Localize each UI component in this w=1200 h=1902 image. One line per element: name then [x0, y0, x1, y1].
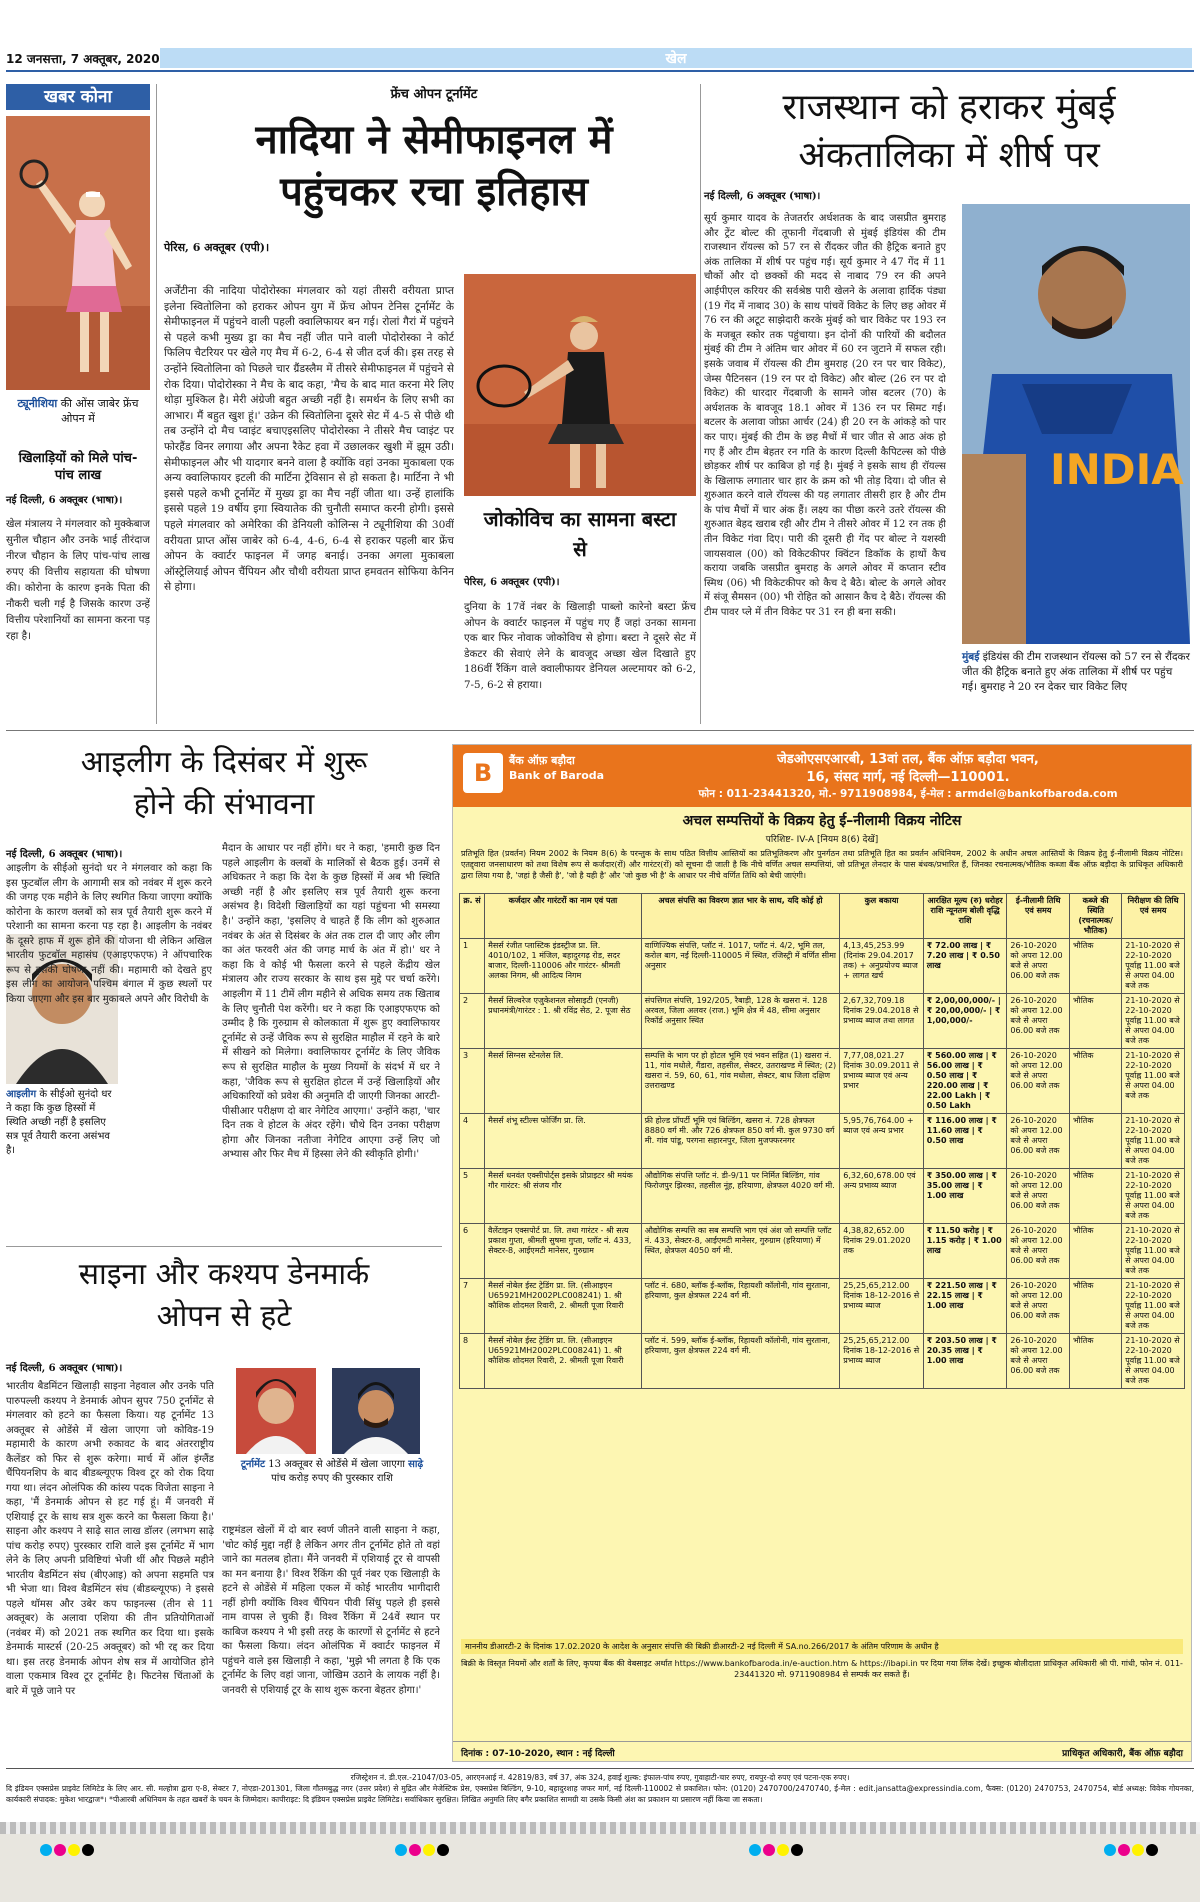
auction-cell-dues: 4,13,45,253.99 (दिनांक 29.04.2017 तक) + अनुप्रयोज्य ब्याज + लागत खर्च: [840, 939, 924, 994]
auction-cell-sn: 6: [460, 1224, 485, 1279]
auction-table-row: [460, 1114, 1185, 1169]
auction-cell-borrower: मैसर्स धनवंत एक्सीपोर्ट्स इसके प्रोप्राइटर श्री मयंक गौर गारंटर: श्री संजय गौर: [485, 1169, 642, 1224]
auction-cell-dues: 25,25,65,212.00 दिनांक 18-12-2016 से प्रभाव्य ब्याज: [840, 1279, 924, 1334]
saina-headline-line1: साइना और कश्यप डेनमार्क: [78, 1257, 370, 1292]
kashyap-photo: [332, 1368, 420, 1454]
auction-cell-price: ₹ 2,00,00,000/- | ₹ 20,00,000/- | ₹ 1,00,000/-: [923, 994, 1007, 1049]
ileague-dateline: नई दिल्ली, 6 अक्तूबर (भाषा)।: [6, 849, 123, 860]
auction-cell-inspection: 21-10-2020 से 22-10-2020 पूर्वाह्न 11.00 बजे से अपरा 04.00 बजे तक: [1122, 1169, 1185, 1224]
bumrah-photo: [962, 204, 1190, 644]
header-dues: कुल बकाया: [840, 894, 924, 939]
auction-cell-sn: 8: [460, 1334, 485, 1389]
header-auction-date: ई-नीलामी तिथि एवं समय: [1007, 894, 1070, 939]
auction-cell-auction: 26-10-2020 को अपरा 12.00 बजे से अपरा 06.00 बजे तक: [1007, 939, 1070, 994]
saina-body-left: भारतीय बैडमिंटन खिलाड़ी साइना नेहवाल और उनके पति पारुपल्ली कश्यप ने डेनमार्क ओपन सुपर 750 टूर्नामेंट से मंगलवार को हटने का फैसला किया। यह टूर्नामेंट 13 अक्तूबर से ओडेंसे में खेला जाएगा जो कोविड-19 महामारी के कारण अभी रुकावट के बाद अंतरराष्ट्रीय कैलेंडर को फिर से शुरू करेगा। मार्च में ऑल इंग्लैंड चैंपियनशिप के बाद बीडब्ल्यूएफ विश्व टूर को रोक दिया गया था। लंदन ओलंपिक की कांस्य पदक विजेता साइना ने कहा, 'मैं डेनमार्क ओपन से हट गई हूं। मैं जनवरी में एशियाई टूर के साथ सत्र शुरू करने का फैसला किया है।' साइना और कश्यप ने साढ़े सात लाख डॉलर (लगभग साढ़े पांच करोड़ रुपए) पुरस्कार राशि वाले इस टूर्नामेंट में भाग लेने के लिए अपनी प्रविष्टियां भेजी थीं और पिछले महीने भारतीय बैडमिंटन संघ (बीएआइ) को अपना सहमति पत्र भी भेजा था। विश्व बैडमिंटन संघ (बीडब्ल्यूएफ) ने इससे पहले थॉमस और उबेर कप फाइनल्स (तीन से 11 अक्तूबर) के अलावा एशिया की तीन प्रतियोगिताओं (नवंबर में) को 2021 तक स्थगित कर दिया था। इसके डेनमार्क मास्टर्स (20-25 अक्तूबर) को भी रद्द कर दिया था। इस तरह डेनमार्क ओपन शेष सत्र में आयोजित होने वाला एकमात्र विश्व टूर टूर्नामेंट है। फिटनेस चिंताओं के बारे में पूछे जाने पर: [6, 1381, 214, 1697]
auction-cell-sn: 4: [460, 1114, 485, 1169]
auction-cell-property: प्लॉट नं. 599, ब्लॉक ई-ब्लॉक, रिहायशी कॉलोनी, गांव सुरताना, हरियाणा, कुल क्षेत्रफल 224 वर्ग मी.: [641, 1334, 839, 1389]
auction-cell-sn: 7: [460, 1279, 485, 1334]
registration-stripe: [0, 1822, 1200, 1834]
auction-cell-price: ₹ 116.00 लाख | ₹ 11.60 लाख | ₹ 0.50 लाख: [923, 1114, 1007, 1169]
podoroska-photo: [464, 274, 696, 496]
auction-cell-inspection: 21-10-2020 से 22-10-2020 पूर्वाह्न 11.00 बजे से अपरा 04.00 बजे तक: [1122, 994, 1185, 1049]
auction-cell-property: औद्योगिक संपत्ति प्लॉट नं. डी-9/11 पर निर्मित बिल्डिंग, गांव फिरोजपुर झिरका, तहसील नूंह, हरियाणा, क्षेत्रफल 4020 वर्ग मी.: [641, 1169, 839, 1224]
auction-cell-auction: 26-10-2020 को अपरा 12.00 बजे से अपरा 06.00 बजे तक: [1007, 1049, 1070, 1114]
auction-cell-possession: भौतिक: [1070, 1279, 1122, 1334]
bumrah-caption: [962, 650, 1190, 695]
imprint-rule: [6, 1768, 1194, 1769]
auction-cell-possession: भौतिक: [1070, 1224, 1122, 1279]
auction-cell-dues: 7,77,08,021.27 दिनांक 30.09.2011 से प्रभाव्य ब्याज एवं अन्य प्रभार: [840, 1049, 924, 1114]
auction-table-body: [460, 939, 1185, 1389]
nadia-body-text: अर्जेंटीना की नादिया पोदोरोस्का मंगलवार को यहां तीसरी वरीयता प्राप्त इलेना स्वितोलिना को हराकर ओपन युग में फ्रेंच ओपन टेनिस टूर्नामेंट के सेमीफाइनल में पहुंचने वाली पहली क्वालिफायर बन गई। रोलां गैरां में पहुंचने से पहले कभी मुख्य ड्रा का मैच नहीं जीत पाने वाली पोदोरोस्का ने कोर्ट फिलिप चैटरियर पर खेले गए मैच में 6-2, 6-4 से जीत दर्ज की। इस तरह से उन्होंने स्वितोलिना को पिछले चार ग्रैंडस्लैम में तीसरे सेमीफाइनल में पहुंचने से रोक दिया। पोदोरोस्का ने मैच के बाद कहा, 'मैच के बाद मात करना मेरे लिए थोड़ा मुश्किल है। मेरी अंग्रेजी बहुत अच्छी नहीं है। समर्थन के लिए सभी का आभार। मैं बहुत खुश हूं।' उक्रेन की स्वितोलिना दूसरे सेट में 4-5 से पीछे थी तब उन्होंने दो मैच प्वाइंट बचाएइसलिए पोदोरोस्का ने तीसरे मैच प्वाइंट पर फोरहैंड विनर लगाया और अपना रैकेट हवा में उछालकर खुशी में झूम उठी। सेमीफाइनल और भी यादगार बनने वाला है क्योंकि वहां उनका मुकाबला एक अन्य क्वालिफायर इटली की मार्टिना ट्रेविसान से हो सकता है। मार्टिना ने भी इससे पहले कभी टूर्नामेंट में मुख्य ड्रा का मैच नहीं जीता था। उन्हें हालांकि इससे पहले 19 वर्षीय इगा स्वियातेक की चुनौती समाप्त करनी होगी। इससे पहले मंगलवार को अमेरिका की डेनियली कोलिन्स ने ट्यूनीशिया की 30वीं वरीयता प्राप्त ओंस जाबेर को 6-4, 4-6, 6-4 से हराकर पहली बार फ्रेंच ओपन के क्वार्टर फाइनल में जगह बनाई। उनका अगला मुकाबला ऑस्ट्रेलियाई ओपन चैंपियन और चौथी वरीयता प्राप्त हमवतन सोफिया केनिन से होगा।: [164, 285, 454, 594]
print-registration-strip: [0, 1822, 1200, 1902]
rajasthan-body: सूर्य कुमार यादव के तेजतर्रार अर्धशतक के बाद जसप्रीत बुमराह और ट्रेंट बोल्ट की तूफानी गेंदबाजी से मुंबई इंडियंस की टीम राजस्थान रॉयल्स को 57 रन से रौंदकर जीत की हैट्रिक बनाते हुए अंक तालिका में शीर्ष पर पहुंच गई। सूर्य कुमार ने 47 गेंद में 11 चौकों और दो छक्कों की मदद से नाबाद 79 रन की अपने आईपीएल करियर की सर्वश्रेष्ठ पारी खेलने के अलावा हार्दिक पंड्या (19 गेंद में नाबाद 30) के साथ पांचवें विकेट के लिए छह ओवर में 76 रन की अटूट साझेदारी करके मुंबई को चार विकेट पर 193 रन के मजबूत स्कोर तक पहुंचाया। इन दोनों की पारियों की बदौलत मुंबई की टीम ने अंतिम चार ओवर में 60 रन जुटाने में सफल रही। इसके जवाब में रॉयल्स की टीम बुमराह (20 रन पर चार विकेट), जेम्स पैटिनसन (19 रन पर दो विकेट) और बोल्ट (26 रन पर दो विकेट) की धारदार गेंदबाजी के सामने जोस बटलर (70) के अर्धशतक के बावजूद 18.1 ओवर में 136 रन पर सिमट गई। बटलर के अलावा जोफ्रा आर्चर (24) ही 20 रन के आंकड़े को पार कर पाए। मुंबई की टीम के छह मैचों में चार जीत से आठ अंक हो गए हैं और टीम बेहतर रन गति के कारण दिल्ली कैपिटल्स को पीछे छोड़कर शीर्ष पर काबिज हो गई है। मुंबई ने इसके साथ ही रॉयल्स के खिलाफ लगातार चार हार के क्रम को भी तोड़ दिया। दो जीत से शुरुआत करने वाले रॉयल्स की यह लगातार तीसरी हार है और टीम के पांच मैचों में चार अंक हैं। लक्ष्य का पीछा करने उतरे रॉयल्स की शुरुआत बेहद खराब रही और टीम ने तीसरे ओवर में 12 रन तक ही तीन विकेट गंवा दिए। पारी की दूसरी ही गेंद पर बोल्ट ने यशस्वी जायसवाल (00) को विकेटकीपर क्विंटन डिकॉक के हाथों कैच कराया जबकि जसप्रीत बुमराह के अगले ओवर में कप्तान स्टीव स्मिथ (06) भी विकेटकीपर को कैच दे बैठे। बोल्ट के अगले ओवर में संजू सैमसन (00) भी रोहित को आसान कैच दे बैठे। रॉयल्स की टीम पावर प्ले में तीन विकेट पर 31 रन ही बना सकी।: [704, 213, 946, 619]
tennis-player-illustration: [6, 116, 150, 390]
auction-table-row: [460, 1224, 1185, 1279]
khabar-kona-title: खबर कोना: [6, 84, 150, 110]
registration-marks: [0, 1837, 1200, 1864]
auction-footer-terms: बिक्री के विस्तृत नियमों और शर्तों के लिए, कृपया बैंक की वेबसाइट अर्थात https://www.bankofbaroda.in/e-auction.htm & https://ibapi.in पर दिया गया लिंक देखें। इच्छुक बोलीदाता प्राधिकृत अधिकारी श्री पी. गांधी, फोन नं. 011-23441320 मो. 9711908984 से सम्पर्क कर सकते हैं।: [461, 1659, 1183, 1679]
nadia-rajasthan-divider: [700, 84, 701, 724]
auction-cell-sn: 1: [460, 939, 485, 994]
khabar-kona: [6, 84, 150, 704]
khabar-divider: [156, 84, 157, 724]
ileague-headline-line1: आइलीग के दिसंबर में शुरू: [80, 745, 368, 780]
auction-cell-borrower: मैसर्स नोबेल ईस्ट ट्रेडिंग प्रा. लि. (सीआइएन U65921MH2002PLC008241) 1. श्री कौशिक शोदमल रिवारी, 2. श्रीमती पूजा रिवारी: [485, 1279, 642, 1334]
auction-cell-price: ₹ 350.00 लाख | ₹ 35.00 लाख | ₹ 1.00 लाख: [923, 1169, 1007, 1224]
bank-english-name: Bank of Baroda: [509, 769, 605, 782]
prize-body: खेल मंत्रालय ने मंगलवार को मुक्केबाज सुनील चौहान और उनके भाई तीरंदाज नीरज चौहान के लिए पांच-पांच लाख रुपए की वित्तीय सहायता की घोषणा की। कोरोना के कारण इनके पिता की नौकरी चली गई है जिसके कारण उन्हें वित्तीय परेशानियों का सामना करना पड़ रहा है।: [6, 518, 150, 642]
bank-logo-icon: B: [473, 759, 493, 787]
auction-cell-inspection: 21-10-2020 से 22-10-2020 पूर्वाह्न 11.00 बजे से अपरा 04.00 बजे तक: [1122, 1049, 1185, 1114]
nadia-headline-line1: नादिया ने सेमीफाइनल में: [255, 117, 613, 163]
auction-cell-borrower: मैसर्स सिल्वरेज एजुकेशनल सोसाइटी (एनजी) प्रधानमंत्री/गारंटर : 1. श्री रविंद्र सेठ, 2. पूजा सेठ: [485, 994, 642, 1049]
rajasthan-dateline: नई दिल्ली, 6 अक्तूबर (भाषा)।: [704, 191, 821, 202]
auction-cell-dues: 25,25,65,212.00 दिनांक 18-12-2016 से प्रभाव्य ब्याज: [840, 1334, 924, 1389]
auction-cell-possession: भौतिक: [1070, 1114, 1122, 1169]
cmyk-mark-4: [1104, 1841, 1160, 1860]
auction-table-row: [460, 1334, 1185, 1389]
nadia-kicker: फ्रेंच ओपन टूर्नामेंट: [390, 87, 478, 102]
auction-cell-inspection: 21-10-2020 से 22-10-2020 पूर्वाह्न 11.00 बजे से अपरा 04.00 बजे तक: [1122, 939, 1185, 994]
auction-table: [459, 893, 1185, 1389]
nadia-headline-line2: पहुंचकर रचा इतिहास: [280, 169, 588, 215]
page-header: [0, 46, 1200, 72]
prize-dateline: नई दिल्ली, 6 अक्तूबर (भाषा)।: [6, 495, 123, 506]
saina-body-right: राष्ट्रमंडल खेलों में दो बार स्वर्ण जीतने वाली साइना ने कहा, 'चोट कोई मुद्दा नहीं है लेकिन अगर तीन टूर्नामेंट होते तो वहां जाने का मतलब होता। मैंने जनवरी में एशियाई टूर से वापसी का मन बनाया है।' विश्व रैंकिंग की पूर्व नंबर एक खिलाड़ी के हटने से ओडेंसे में महिला एकल में कोई भारतीय भागीदारी नहीं होगी क्योंकि विश्व चैंपियन पीवी सिंधु पहले ही इससे नाम वापस ले चुकी हैं। विश्व रैंकिंग में 24वें स्थान पर काबिज कश्यप ने भी इसी तरह के कारणों से टूर्नामेंट से हटने का फैसला किया। लंदन ओलंपिक में क्वार्टर फाइनल में पहुंचने वाले इस खिलाड़ी ने कहा, 'मुझे भी लगता है कि एक टूर्नामेंट के लिए वहां जाना, जोखिम उठाने के लायक नहीं है। जनवरी से एशियाई टूर के साथ शुरू करना बेहतर होगा।': [222, 1525, 440, 1696]
podoroska-illustration: [464, 274, 696, 496]
auction-cell-borrower: मैसर्स शंभू स्टील्स फोर्जिंग प्रा. लि.: [485, 1114, 642, 1169]
auction-cell-property: संपत्तिगत संपत्ति, 192/205, रैबाड़ी, 128 के खसरा नं. 128 अरवल, जिला अलवर (राज.) भूमि क्षेत्र में 48, सीमा अनुसार रिकॉर्ड अनुसार स्थित: [641, 994, 839, 1049]
auction-cell-property: प्लॉट नं. 680, ब्लॉक ई-ब्लॉक, रिहायशी कॉलोनी, गांव सुरताना, हरियाणा, कुल क्षेत्रफल 224 वर्ग मी.: [641, 1279, 839, 1334]
auction-table-row: [460, 1279, 1185, 1334]
saina-caption-mid: 13 अक्तूबर से ओडेंसे में खेला जाएगा: [268, 1459, 405, 1470]
bank-logo: [463, 753, 503, 793]
auction-signature: प्राधिकृत अधिकारी, बैंक ऑफ़ बड़ौदा: [1062, 1749, 1183, 1759]
auction-cell-price: ₹ 203.50 लाख | ₹ 20.35 लाख | ₹ 1.00 लाख: [923, 1334, 1007, 1389]
auction-cell-price: ₹ 560.00 लाख | ₹ 56.00 लाख | ₹ 0.50 लाख | ₹ 220.00 लाख | ₹ 22.00 Lakh | ₹ 0.50 Lakh: [923, 1049, 1007, 1114]
auction-cell-price: ₹ 11.50 करोड़ | ₹ 1.15 करोड़ | ₹ 1.00 लाख: [923, 1224, 1007, 1279]
djokovic-article: [464, 504, 696, 718]
saina-headline-line2: ओपन से हटे: [156, 1299, 292, 1334]
header-possession: कब्जे की स्थिति (रचनात्मक/भौतिक): [1070, 894, 1122, 939]
auction-notice-title: अचल सम्पत्तियों के विक्रय हेतु ई–नीलामी विक्रय नोटिस: [682, 813, 962, 829]
jersey-text: INDIA: [1050, 445, 1184, 494]
header-property: अचल संपत्ति का विवरण ज्ञात भार के साथ, यदि कोई हो: [641, 894, 839, 939]
auction-cell-inspection: 21-10-2020 से 22-10-2020 पूर्वाह्न 11.00 बजे से अपरा 04.00 बजे तक: [1122, 1224, 1185, 1279]
jabeur-caption: [6, 396, 150, 426]
mid-horizontal-rule: [6, 730, 1194, 731]
bank-contact-line: फोन : 011-23441320, मो.- 9711908984, ई-मेल : armdel@bankofbaroda.com: [698, 788, 1118, 800]
auction-cell-dues: 4,38,82,652.00 दिनांक 29.01.2020 तक: [840, 1224, 924, 1279]
auction-cell-dues: 5,95,76,764.00 + ब्याज एवं अन्य प्रभार: [840, 1114, 924, 1169]
auction-cell-inspection: 21-10-2020 से 22-10-2020 पूर्वाह्न 11.00 बजे से अपरा 04.00 बजे तक: [1122, 1334, 1185, 1389]
auction-cell-price: ₹ 221.50 लाख | ₹ 22.15 लाख | ₹ 1.00 लाख: [923, 1279, 1007, 1334]
jabeur-photo: [6, 116, 150, 390]
auction-cell-borrower: मैसर्स रंजीत प्लास्टिक इंडस्ट्रीज प्रा. लि. 4010/102, 1 मंजिल, बहादुरगढ़ रोड, सदर बाजार, दिल्ली-110006 और गारंटर- श्रीमती अलका निगम, श्री आदित्य निगम: [485, 939, 642, 994]
auction-cell-price: ₹ 72.00 लाख | ₹ 7.20 लाख | ₹ 0.50 लाख: [923, 939, 1007, 994]
auction-cell-auction: 26-10-2020 को अपरा 12.00 बजे से अपरा 06.00 बजे तक: [1007, 1169, 1070, 1224]
header-sn: क्र. सं: [460, 894, 485, 939]
header-borrower: कर्जदार और गारंटरों का नाम एवं पता: [485, 894, 642, 939]
auction-cell-possession: भौतिक: [1070, 939, 1122, 994]
auction-notice-subtitle: परिशिष्ट- IV-A [नियम 8(6) देखें]: [765, 835, 879, 845]
saina-dateline: नई दिल्ली, 6 अक्तूबर (भाषा)।: [6, 1363, 123, 1374]
ileague-headline-line2: होने की संभावना: [133, 787, 315, 822]
ileague-body-right: मैदान के आधार पर नहीं होंगे। धर ने कहा, 'हमारी कुछ दिन पहले आइलीग के क्लबों के मालिकों से बैठक हुई। उनमें से अधिकतर ने कहा कि देश के कुछ हिस्सों में अब भी स्थिति अच्छी नहीं है और इसलिए सत्र पूर्व तैयारी शुरू करना असंभव है। विदेशी खिलाड़ियों का यहां पहुंचना भी समस्या है।' उन्होंने कहा, 'इसलिए वे चाहते हैं कि लीग को शुरुआत नवंबर के अंत से दिसंबर के अंत तक टाल दी जाए और लीग का अंत फरवरी अंत की जगह मार्च के अंत में हो।' धर ने कहा कि वे कोई भी फैसला करने से पहले केंद्रीय खेल मंत्रालय और राज्य सरकार के साथ इस मुद्दे पर चर्चा करेंगे। आइलीग में 11 टीमें लीग महीने से अधिक समय तक खिताब के लिए चुनौती पेश करेंगी। धर ने कहा कि एआइएफएफ को उम्मीद है कि गुरुग्राम से कोलकाता में शुरू हुए क्वालिफायर टूर्नामेंट से उन्हें जैविक रूप से सुरक्षित माहौल में रहने के बारे में सीखने को मिलेगा। क्वालिफायर टूर्नामेंट के लिए जैविक रूप से सुरक्षित माहौल के मुख्य नियमों के संदर्भ में धर ने कहा, 'जैविक रूप से सुरक्षित होटल में उन्हें खिलाड़ियों और अधिकारियों को प्रवेश की अनुमति दी जाएगी जिनका आरटी-पीसीआर परीक्षण दो बार नेगेटिव आएगा।' उन्होंने कहा, 'चार दिन तक वे होटल के अंदर रहेंगे। चौथे दिन उनका परीक्षण होगा और जिनका नतीजा नेगेटिव आएगा उन्हें लिए जो अभ्यास और फिर मैच में हिस्सा लेने की स्वीकृति होगी।': [222, 843, 440, 1161]
sunando-caption-lead: आइलीग: [6, 1089, 37, 1100]
djokovic-headline: जोकोविच का सामना बस्टा से: [483, 507, 677, 561]
auction-cell-borrower: मैसर्स नोबेल ईस्ट ट्रेडिंग प्रा. लि. (सीआइएन U65921MH2002PLC008241) 1. श्री कौशिक शोदमल रिवारी, 2. श्रीमती पूजा रिवारी: [485, 1334, 642, 1389]
auction-table-header: [460, 894, 1185, 939]
saina-photo: [236, 1368, 316, 1454]
bumrah-illustration: [962, 204, 1190, 644]
auction-cell-auction: 26-10-2020 को अपरा 12.00 बजे से अपरा 06.00 बजे तक: [1007, 1224, 1070, 1279]
bank-auction-ad: [452, 744, 1192, 1762]
auction-cell-sn: 5: [460, 1169, 485, 1224]
header-price: आरक्षित मूल्य (रु) धरोहर राशि न्यूनतम बोली वृद्धि राशि: [923, 894, 1007, 939]
auction-cell-possession: भौतिक: [1070, 1049, 1122, 1114]
auction-cell-borrower: वैलेंटाइन एक्सपोर्ट प्रा. लि. तथा गारंटर - श्री सत्य प्रकाश गुप्ता, श्रीमती सुषमा गुप्ता, प्लॉट नं. 433, सेक्टर-8, आईएमटी मानेसर, गुरुग्राम: [485, 1224, 642, 1279]
bank-hindi-name: बैंक ऑफ़ बड़ौदा: [509, 754, 575, 767]
auction-cell-possession: भौतिक: [1070, 994, 1122, 1049]
saina-caption-lead: टूर्नामेंट: [240, 1459, 266, 1470]
rajasthan-headline-line1: राजस्थान को हराकर मुंबई: [782, 87, 1116, 128]
auction-cell-sn: 2: [460, 994, 485, 1049]
auction-table-row: [460, 994, 1185, 1049]
section-band: [160, 48, 1192, 68]
cmyk-mark-1: [40, 1841, 96, 1860]
imprint: [6, 1772, 1194, 1805]
bumrah-caption-text: इंडियंस की टीम राजस्थान रॉयल्स को 57 रन से रौंदकर जीत की हैट्रिक बनाते हुए अंक तालिका में शीर्ष पर पहुंच गई। बुमराह ने 20 रन देकर चार विकेट लिए: [962, 651, 1190, 693]
auction-cell-auction: 26-10-2020 को अपरा 12.00 बजे से अपरा 06.00 बजे तक: [1007, 994, 1070, 1049]
bank-address-line2: 16, संसद मार्ग, नई दिल्ली—110001.: [806, 770, 1010, 785]
auction-footer: [453, 1741, 1191, 1761]
auction-cell-inspection: 21-10-2020 से 22-10-2020 पूर्वाह्न 11.00 बजे से अपरा 04.00 बजे तक: [1122, 1279, 1185, 1334]
auction-notice-intro: प्रतिभूति हित (प्रवर्तन) नियम 2002 के नियम 8(6) के परन्तुक के साथ पठित वित्तीय आस्तियों का प्रतिभूतिकरण और पुनर्गठन तथा प्रतिभूति हित का प्रवर्तन अधिनियम, 2002 के अधीन अचल आस्तियों के विक्रय हेतु ई-नीलामी विक्रय नोटिस। एतद्द्वारा जनसाधारण को तथा विशेष रूप से कर्जदार(रों) और गारंटर(रों) को सूचना दी जाती है कि नीचे वर्णित अचल सम्पत्तियां, जो प्रतिभूत लेनदार के पास बंधक/प्रभारित हैं, जिनका रचनात्मक/भौतिक कब्जा बैंक ऑफ़ बड़ौदा के प्राधिकृत अधिकारी द्वारा लिया गया है, 'जहां है जैसी है', 'जो है यही है' और 'जो कुछ भी है' के आधार पर नीचे वर्णित तिथि को बेची जाएंगी।: [461, 849, 1183, 880]
sunando-caption-text: के सीईओ सुनंदो धर ने कहा कि कुछ हिस्सों में स्थिति अच्छी नहीं है इसलिए सत्र पूर्व तैयारी करना असंभव है।: [6, 1089, 112, 1156]
auction-table-wrap: [453, 893, 1191, 1635]
auction-cell-property: औद्योगिक सम्पत्ति का सब सम्पत्ति भाग एवं अंश जो सम्पत्ति प्लॉट नं. 433, सेक्टर-8, आईएमटी मानेसर, गुरुग्राम (हरियाणा) में स्थित, क्षेत्रफल 4050 वर्ग मी.: [641, 1224, 839, 1279]
auction-cell-possession: भौतिक: [1070, 1169, 1122, 1224]
cmyk-mark-3: [749, 1841, 805, 1860]
auction-court-note: माननीय डीआरटी-2 के दिनांक 17.02.2020 के आदेश के अनुसार संपत्ति की बिक्री डीआरटी-2 नई दिल्ली में SA.no.266/2017 के अंतिम परिणाम के अधीन है: [461, 1639, 1183, 1654]
auction-cell-property: सम्पत्ति के भाग पर हो होटल भूमि एवं भवन सहित (1) खसरा नं. 11, गांव मधोले, गैंडारा, तहसील, सेक्टर, उतराखण्ड में स्थित; (2) खसरा नं. 59, 60, 61, गांव मधोला, सेक्टर, बाध जिला दक्षिण उत्तराखण्ड: [641, 1049, 839, 1114]
auction-cell-auction: 26-10-2020 को अपरा 12.00 बजे से अपरा 06.00 बजे तक: [1007, 1279, 1070, 1334]
bumrah-caption-lead: मुंबई: [962, 651, 980, 663]
imprint-line1: रजिस्ट्रेशन नं. डी.एल.-21047/03-05, आरएनआई नं. 42819/83, वर्ष 37, अंक 324, हवाई शुल्क: इंफाल-पांच रुपए, गुवाहाटी-चार रुपए, रायपुर-दो रुपए एवं पटना-एक रुपए।: [350, 1773, 850, 1782]
rajasthan-headline-line2: अंकतालिका में शीर्ष पर: [798, 135, 1100, 176]
section-title: खेल: [665, 51, 687, 67]
auction-cell-sn: 3: [460, 1049, 485, 1114]
bank-address-line1: जेडओएसएआरबी, 13वां तल, बैंक ऑफ़ बड़ौदा भवन,: [777, 752, 1039, 767]
auction-cell-property: फ्री होल्ड प्रॉपर्टी भूमि एवं बिल्डिंग, खसरा नं. 728 क्षेत्रफल 8880 वर्ग मी. और 726 क्षेत्रफल 850 वर्ग मी. कुल 9730 वर्ग मी. गांव पांडू, परगना सहारनपुर, जिला मुजफ्फरनगर: [641, 1114, 839, 1169]
djokovic-body: दुनिया के 17वें नंबर के खिलाड़ी पाब्लो कारेनो बस्टा फ्रेंच ओपन के क्वार्टर फाइनल में पहुंच गए हैं जहां उनका सामना एक बार फिर नोवाक जोकोविच से होगा। बस्टा ने दूसरे सेट में डेकटर की सेवाएं लेने के बावजूद अच्छा खेल दिखाते हुए 186वीं रैंकिंग वाले क्वालीफायर डेनियल अल्टमायर को 6-2, 7-5, 6-2 से हराया।: [464, 601, 696, 691]
auction-table-row: [460, 1169, 1185, 1224]
header-rule: [6, 70, 1194, 72]
auction-cell-auction: 26-10-2020 को अपरा 12.00 बजे से अपरा 06.00 बजे तक: [1007, 1334, 1070, 1389]
bank-ad-header: [453, 745, 1191, 807]
saina-kashyap-caption: [234, 1458, 430, 1486]
saina-top-rule: [6, 1246, 442, 1247]
header-inspection: निरीक्षण की तिथि एवं समय: [1122, 894, 1185, 939]
jabeur-caption-name: ट्यूनीशिया: [17, 397, 58, 410]
saina-article: [6, 1254, 442, 1354]
auction-cell-inspection: 21-10-2020 से 22-10-2020 पूर्वाह्न 11.00 बजे से अपरा 04.00 बजे तक: [1122, 1114, 1185, 1169]
auction-cell-auction: 26-10-2020 को अपरा 12.00 बजे से अपरा 06.00 बजे तक: [1007, 1114, 1070, 1169]
auction-cell-dues: 2,67,32,709.18 दिनांक 29.04.2018 से प्रभाव्य ब्याज तथा लागत: [840, 994, 924, 1049]
djokovic-dateline: पेरिस, 6 अक्तूबर (एपी)।: [464, 577, 560, 588]
auction-date-place: दिनांक : 07-10-2020, स्थान : नई दिल्ली: [461, 1749, 615, 1759]
auction-cell-possession: भौतिक: [1070, 1334, 1122, 1389]
jabeur-caption-text: की ओंस जाबेर फ्रेंच ओपन में: [60, 397, 139, 425]
auction-table-row: [460, 1049, 1185, 1114]
saina-caption-text: पांच करोड़ रुपए की पुरस्कार राशि: [271, 1473, 393, 1484]
cmyk-mark-2: [395, 1841, 451, 1860]
nadia-dateline: पेरिस, 6 अक्तूबर (एपी)।: [164, 241, 270, 254]
auction-cell-borrower: मैसर्स सिग्नस स्टेनलेस लि.: [485, 1049, 642, 1114]
prize-headline: खिलाड़ियों को मिले पांच-पांच लाख: [18, 451, 138, 483]
ileague-body-left: आइलीग के सीईओ सुनंदो धर ने मंगलवार को कहा कि इस फुटबॉल लीग के आगामी सत्र को नवंबर में शुरू करने की जगह एक महीने के लिए स्थगित किया जाएगा क्योंकि कोरोना के कारण क्लबों को सत्र पूर्व तैयारी शुरू करने में परेशानी का सामना करना पड़ रहा है। आइलीग के नवंबर के दूसरे हाफ में शुरू होने की योजना थी लेकिन अखिल भारतीय फुटबॉल महासंघ (एआइएफएफ) ने ऑपचारिक रूप से इसकी घोषणा नहीं की। महामारी को देखते हुए इस लीग का आयोजन पश्चिम बंगाल में कुछ स्थलों पर किया जाएगा और इस बार मुकाबले अपने और विरोधी के: [6, 863, 212, 1005]
auction-table-row: [460, 939, 1185, 994]
kashyap-illustration: [332, 1368, 420, 1454]
auction-cell-property: वाणिज्यिक संपत्ति, प्लॉट नं. 1017, प्लॉट नं. 4/2, भूमि तल, करोल बाग, नई दिल्ली-110005 में स्थित, रजिस्ट्री में वर्णित सीमा अनुसार: [641, 939, 839, 994]
imprint-line2: दि इंडियन एक्सप्रेस प्राइवेट लिमिटेड के लिए आर. सी. मल्होत्रा द्वारा ए-8, सेक्टर 7, नोएडा-201301, जिला गौतमबुद्ध नगर (उत्तर प्रदेश) से मुद्रित और मेजेस्टिक प्रेस, एक्सप्रेस बिल्डिंग, 9-10, बहादुरशाह जफर मार्ग, नई दिल्ली-110002 से प्रकाशित। फोन: (0120) 2470700/2470740, ई-मेल : edit.jansatta@expressindia.com, फैक्स: (0120) 2470753, 2470754, बोर्ड अध्यक्ष: विवेक गोयनका, कार्यकारी संपादक: मुकेश भारद्वाज*। *पीआरबी अधिनियम के तहत खबरों के चयन के जिम्मेदार। कापीराइट: दि इंडियन एक्सप्रेस प्राइवेट लिमिटेड। सर्वाधिकार सुरक्षित। लिखित अनुमति लिए बगैर प्रकाशित सामग्री या उसके किसी अंश का प्रकाशन या प्रसारण नहीं किया जा सकता।: [6, 1784, 1194, 1804]
nadia-body: [164, 284, 454, 714]
saina-illustration: [236, 1368, 316, 1454]
saina-caption-lead2: साढ़े: [408, 1459, 424, 1470]
page-number-date: 12 जनसत्ता, 7 अक्तूबर, 2020: [6, 52, 160, 66]
auction-cell-dues: 6,32,60,678.00 एवं अन्य प्रभाव्य ब्याज: [840, 1169, 924, 1224]
